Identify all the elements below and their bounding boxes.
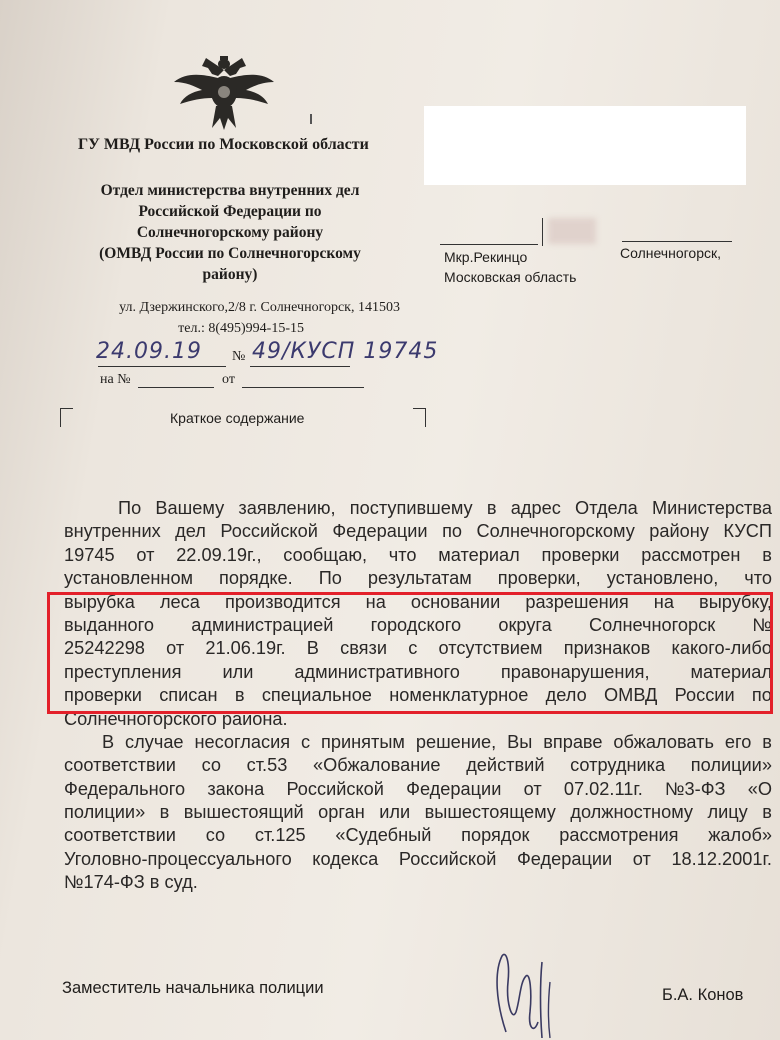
- redacted-blur: [548, 218, 596, 244]
- body-word: дел: [175, 521, 206, 542]
- tick-mark: [310, 114, 312, 124]
- body-word: по: [751, 685, 772, 706]
- body-line: Солнечногорского района.: [64, 708, 288, 729]
- body-word: городского: [370, 614, 462, 635]
- body-word: в: [159, 802, 170, 823]
- body-word: ст.53: [246, 755, 288, 776]
- body-word: заявлению,: [238, 498, 336, 518]
- body-word: вырубку,: [699, 591, 772, 612]
- body-word: в: [234, 685, 245, 706]
- summary-corner-right: [413, 408, 426, 427]
- body-word: признаков: [563, 638, 651, 659]
- body-word: отсутствием: [438, 638, 543, 659]
- body-word: Отдела: [575, 498, 638, 518]
- body-word: или: [222, 661, 254, 682]
- body-word: разрешения: [525, 591, 629, 612]
- reply-from-label: от: [222, 372, 235, 387]
- body-word: №: [752, 614, 772, 635]
- signer-name: Б.А. Конов: [662, 986, 744, 1004]
- recipient-block: [440, 218, 770, 288]
- body-word: решение,: [415, 731, 497, 752]
- body-line: [64, 731, 772, 754]
- dept-line: району): [202, 266, 258, 283]
- body-word: или: [379, 802, 411, 823]
- body-word: действий: [466, 755, 545, 776]
- body-word: адрес: [510, 498, 561, 518]
- recipient-divider: [542, 218, 543, 246]
- body-word: полиции»: [64, 802, 146, 823]
- body-word: производится: [224, 591, 341, 612]
- body-line: [64, 520, 772, 543]
- number-label: №: [232, 349, 246, 364]
- body-word: «О: [747, 778, 772, 799]
- body-word: КУСП: [723, 521, 772, 542]
- body-word: Солнечногорскому: [476, 521, 635, 542]
- reply-number-label: на №: [100, 372, 131, 387]
- body-word: Федерации: [406, 778, 502, 799]
- body-word: основании: [410, 591, 501, 612]
- body-word: соответствии: [64, 825, 176, 846]
- body-word: в: [762, 544, 772, 565]
- body-word: установлено,: [606, 568, 719, 589]
- body-word: по: [442, 521, 463, 542]
- recipient-underline: [440, 244, 538, 245]
- body-word: случае: [125, 731, 184, 752]
- body-word: «Обжалование: [312, 755, 441, 776]
- body-word: Солнечногорск: [589, 614, 716, 635]
- body-word: со: [205, 825, 226, 846]
- body-word: связи: [340, 638, 388, 659]
- highlight-box: [47, 592, 773, 714]
- dept-line: Солнечногорскому району: [136, 224, 324, 241]
- recipient-street: Мкр.Рекинцо: [444, 249, 528, 265]
- body-word: выданного: [64, 614, 155, 635]
- body-word: сотрудника: [570, 755, 666, 776]
- body-word: преступления: [64, 661, 182, 682]
- body-word: материал: [438, 544, 520, 565]
- reply-reference-row: [100, 372, 370, 392]
- body-word: что: [744, 568, 772, 589]
- body-word: Министерства: [652, 498, 772, 518]
- body-word: правонарушения,: [500, 661, 650, 682]
- department-name: [70, 180, 390, 285]
- body-word: району: [649, 521, 709, 542]
- body-word: какого-либо: [671, 638, 772, 659]
- signer-title: Заместитель начальника полиции: [62, 979, 324, 997]
- redaction-box: [424, 106, 746, 185]
- body-word: с: [301, 731, 311, 752]
- body-word: должностному: [570, 802, 694, 823]
- body-word: порядок: [461, 825, 530, 846]
- body-word: кодекса: [312, 848, 379, 869]
- body-line: [64, 778, 772, 801]
- body-word: материал: [690, 661, 772, 682]
- body-word: проверки: [64, 685, 142, 706]
- body-word: ст.125: [254, 825, 306, 846]
- body-word: проверки,: [497, 568, 581, 589]
- handwritten-signature: [476, 942, 586, 1040]
- date-underline: [98, 366, 226, 367]
- body-word: 21.06.19г.: [205, 638, 286, 659]
- recipient-underline: [622, 241, 732, 242]
- body-word: По: [118, 498, 142, 518]
- body-word: По: [318, 568, 342, 589]
- dept-line: (ОМВД России по Солнечногорскому: [99, 245, 361, 262]
- body-word: Российской: [286, 778, 384, 799]
- body-word: 25242298: [64, 638, 145, 659]
- body-word: сообщаю,: [283, 544, 368, 565]
- body-line: [64, 754, 772, 777]
- body-word: номенклатурное: [389, 685, 529, 706]
- body-word: Вашему: [155, 498, 225, 518]
- body-word: Российской: [220, 521, 318, 542]
- body-line: [64, 848, 772, 871]
- body-line: [64, 544, 772, 567]
- body-word: Федерации: [516, 848, 613, 869]
- body-word: В: [102, 731, 115, 752]
- body-word: жалоб»: [708, 825, 772, 846]
- address-line: ул. Дзержинского,2/8 г. Солнечногорск, 141503: [119, 300, 400, 315]
- body-word: Уголовно-процессуального: [64, 848, 292, 869]
- body-word: результатам: [367, 568, 472, 589]
- body-word: порядке.: [219, 568, 293, 589]
- body-word: обжаловать: [613, 731, 714, 752]
- dept-line: Отдел министерства внутренних дел: [100, 182, 360, 199]
- summary-label: Краткое содержание: [170, 410, 305, 426]
- body-word: списан: [159, 685, 218, 706]
- body-line: [64, 497, 772, 520]
- body-word: дело: [545, 685, 587, 706]
- body-word: его: [724, 731, 752, 752]
- body-word: 22.09.19г.,: [176, 544, 262, 565]
- body-word: В: [306, 638, 319, 659]
- body-word: 19745: [64, 544, 115, 565]
- body-word: установленном: [64, 568, 194, 589]
- body-word: вышестоящий: [183, 802, 304, 823]
- body-word: от: [166, 638, 185, 659]
- body-word: вправе: [543, 731, 603, 752]
- body-line: №174-ФЗ в суд.: [64, 872, 198, 893]
- number-underline: [250, 366, 350, 367]
- org-title: ГУ МВД России по Московской области: [78, 136, 369, 153]
- double-headed-eagle-emblem: [172, 52, 276, 132]
- handwritten-date: 24.09.19: [96, 339, 202, 364]
- body-word: 07.02.11г.: [563, 778, 643, 799]
- body-word: внутренних: [64, 521, 161, 542]
- body-word: орган: [318, 802, 365, 823]
- body-word: соответствии: [64, 755, 176, 776]
- body-word: Федерации: [332, 521, 428, 542]
- body-word: от: [632, 848, 651, 869]
- body-word: вырубка: [64, 591, 135, 612]
- body-word: принятым: [321, 731, 405, 752]
- body-word: Федерального: [64, 778, 186, 799]
- body-line: [64, 801, 772, 824]
- body-word: лицу: [707, 802, 748, 823]
- department-address: [60, 297, 400, 339]
- body-word: рассмотрения: [559, 825, 679, 846]
- body-word: несогласия: [194, 731, 291, 752]
- dept-line: Российской Федерации по: [138, 203, 322, 220]
- body-word: специальное: [261, 685, 372, 706]
- body-word: с: [408, 638, 418, 659]
- body-word: полиции»: [690, 755, 772, 776]
- recipient-city: Солнечногорск,: [620, 245, 722, 261]
- reply-number-blank: [138, 387, 214, 388]
- body-word: России: [674, 685, 735, 706]
- recipient-region: Московская область: [444, 269, 577, 285]
- body-word: «Судебный: [335, 825, 432, 846]
- body-word: рассмотрен: [641, 544, 741, 565]
- body-word: леса: [159, 591, 200, 612]
- body-line: [64, 567, 772, 590]
- body-line: [64, 824, 772, 847]
- body-word: от: [136, 544, 155, 565]
- body-word: в: [486, 498, 497, 518]
- body-word: администрацией: [191, 614, 334, 635]
- body-word: ОМВД: [604, 685, 658, 706]
- body-word: Вы: [507, 731, 533, 752]
- phone-line: тел.: 8(495)994-15-15: [178, 321, 304, 336]
- handwritten-number: 49/КУСП 19745: [252, 339, 439, 364]
- body-word: 18.12.2001г.: [671, 848, 772, 869]
- body-word: административного: [294, 661, 460, 682]
- body-word: закона: [207, 778, 265, 799]
- body-word: проверки: [541, 544, 620, 565]
- summary-corner-left: [60, 408, 73, 427]
- body-word: вышестоящему: [424, 802, 556, 823]
- body-word: №3-ФЗ: [665, 778, 726, 799]
- body-word: на: [365, 591, 386, 612]
- body-word: Российской: [398, 848, 497, 869]
- body-word: в: [762, 731, 772, 752]
- body-word: округа: [498, 614, 552, 635]
- body-word: от: [523, 778, 542, 799]
- body-word: на: [653, 591, 674, 612]
- body-word: со: [201, 755, 222, 776]
- body-word: поступившему: [349, 498, 473, 518]
- body-word: что: [388, 544, 417, 565]
- body-word: в: [762, 802, 772, 823]
- reply-date-blank: [242, 387, 364, 388]
